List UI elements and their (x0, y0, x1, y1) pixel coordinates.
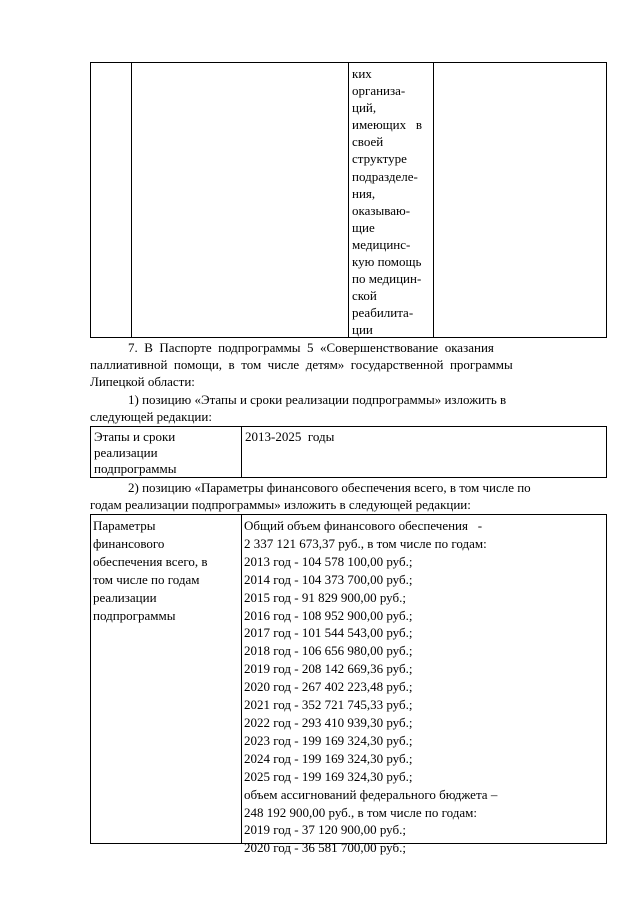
cell-line: ния, (352, 185, 376, 201)
cell-line: ких (352, 66, 372, 81)
paragraph-line: 7. В Паспорте подпрограммы 5 «Совершенствование оказания (128, 340, 494, 355)
paragraph-line: следующей редакции: (90, 409, 212, 424)
value-line: 248 192 900,00 руб., в том числе по годам: (244, 804, 477, 820)
label-line: обеспечения всего, в (93, 554, 208, 569)
cell-line: ций, (352, 100, 377, 116)
value-line: 2023 год - 199 169 324,30 руб.; (244, 732, 413, 748)
value-line: 2019 год - 37 120 900,00 руб.; (244, 822, 406, 838)
value-line: 2 337 121 673,37 руб., в том числе по годам: (244, 535, 487, 551)
table-divider (433, 63, 434, 337)
cell-line: подразделе- (352, 168, 418, 184)
value-line: 2014 год - 104 373 700,00 руб.; (244, 571, 413, 587)
cell-line: по медицин- (352, 271, 422, 287)
label-line: финансового (93, 536, 165, 551)
cell-line: оказываю- (352, 202, 411, 218)
table-divider (241, 427, 242, 477)
continuation-table (90, 62, 607, 338)
value-line: 2016 год - 108 952 900,00 руб.; (244, 607, 413, 623)
value-line: 2020 год - 267 402 223,48 руб.; (244, 679, 413, 695)
cell-line: организа- (352, 83, 406, 99)
table-divider (131, 63, 132, 337)
cell-line: структуре (352, 151, 407, 167)
label-line: реализации (93, 590, 157, 605)
paragraph-line: 1) позицию «Этапы и сроки реализации подпрограммы» изложить в (128, 392, 507, 407)
cell-line: реабилита- (352, 305, 414, 321)
value-line: 2022 год - 293 410 939,30 руб.; (244, 714, 413, 730)
cell-line: кую помощь (352, 254, 422, 270)
cell-line: имеющих в (352, 117, 423, 133)
cell-line: своей (352, 134, 384, 150)
value-line: 2018 год - 106 656 980,00 руб.; (244, 643, 413, 659)
paragraph-line: годам реализации подпрограммы» изложить в следующей редакции: (90, 497, 471, 512)
stages-label: Этапы и сроки реализации подпрограммы (94, 429, 177, 476)
finance-label (93, 517, 239, 625)
value-line: Общий объем финансового обеспечения - (244, 518, 483, 533)
paragraph-line: Липецкой области: (90, 374, 195, 389)
value-line: 2020 год - 36 581 700,00 руб.; (244, 840, 406, 856)
value-line: 2025 год - 199 169 324,30 руб.; (244, 768, 413, 784)
finance-table (90, 514, 607, 856)
paragraph-line: паллиативной помощи, в том числе детям» государственной программы (90, 357, 513, 372)
value-line: 2015 год - 91 829 900,00 руб.; (244, 589, 406, 605)
label-line: подпрограммы (93, 608, 176, 623)
value-line: 2013 год - 104 578 100,00 руб.; (244, 553, 413, 569)
value-line: объем ассигнований федерального бюджета – (244, 786, 498, 802)
section-7-paragraph (90, 339, 607, 390)
stages-value: 2013-2025 годы (245, 429, 335, 444)
stages-table (90, 426, 607, 478)
label-line: том числе по годам (93, 572, 200, 587)
table-cell-text (352, 65, 432, 339)
value-line: 2019 год - 208 142 669,36 руб.; (244, 661, 413, 677)
cell-line: медицинс- (352, 236, 411, 252)
finance-value (244, 517, 497, 857)
table-divider (241, 515, 242, 843)
item-1-paragraph (90, 391, 607, 425)
value-line: 2024 год - 199 169 324,30 руб.; (244, 750, 413, 766)
table-divider (348, 63, 349, 337)
paragraph-line: 2) позицию «Параметры финансового обеспечения всего, в том числе по (128, 480, 531, 495)
cell-line: ской (352, 288, 377, 304)
cell-line: ции (352, 322, 373, 338)
value-line: 2021 год - 352 721 745,33 руб.; (244, 697, 413, 713)
value-line: 2017 год - 101 544 543,00 руб.; (244, 625, 413, 641)
label-line: Параметры (93, 518, 156, 533)
item-2-paragraph (90, 479, 607, 513)
cell-line: щие (352, 219, 375, 235)
